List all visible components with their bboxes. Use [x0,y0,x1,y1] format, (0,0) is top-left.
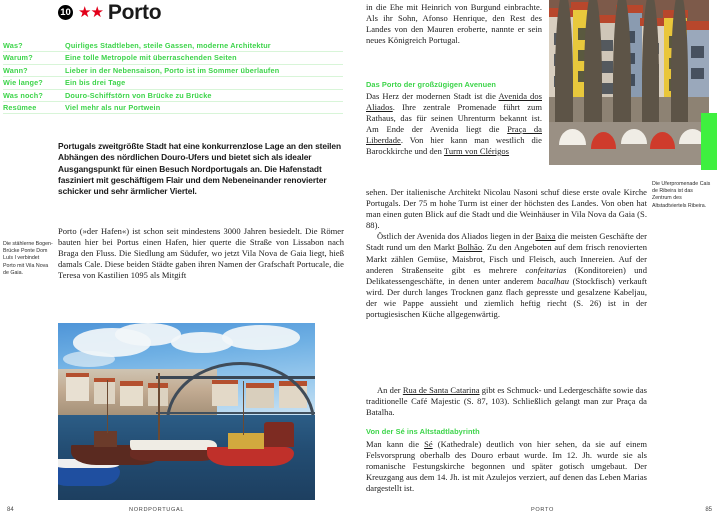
quick-facts-table [3,40,343,114]
text-run: . Zu den Angeboten auf dem frisch renovierten Markt zählen Gemüse, Maisbrot, Fisch und Fleisch, auch Innereien. Auf der anderen Straßenseite gibt es mehrere [366,242,648,275]
window [600,40,613,52]
arch [613,0,631,122]
window [691,68,704,80]
chapter-color-tab [701,113,717,170]
place-link-se[interactable]: Sé [424,438,433,449]
chapter-number-badge: 10 [58,5,73,20]
window [691,46,704,58]
photo-caption-bridge: Die stählerne Bogen-Brücke Ponte Dom Luís I verbindet Porto mit Vila Nova de Gaia. [3,241,53,276]
arch [555,0,573,122]
text-run: gibt es Schmuck- und Ledergeschäfte sowie das traditionelle Café Majestic (S. 87, 103). Schließlich gelangt man zur Praça da Batalha. [366,385,647,418]
table-row [3,101,343,113]
foreign-term-confeitarias: confeitarias [525,264,567,275]
table-row [3,64,343,76]
photo-ribeira-houses [549,0,709,165]
text-run: (Konditoreien) und Delikatessengeschäfte, in denen unter anderem [366,264,647,286]
text-run: . Von hier kann man westlich die Barockkirche und den [366,134,542,156]
paragraph-santa-catarina [366,385,647,418]
foreign-term-bacalhau: bacalhau [537,275,570,286]
text-run: (Stockfisch) verkauft wird. Der durch langes Trocknen ganz flach gepresste und gesalzene Kabeljau, der wie Pappe aussieht und ziemlich heftig riecht (S. 26) ist in der portugiesischen Küche allgegenwärtig. [366,275,647,320]
arch [642,0,660,122]
boat-cargo [228,433,264,449]
boat-mast [243,381,244,434]
section-avenues-part1 [366,80,542,157]
fact-answer: Eine tolle Metropole mit überraschenden Seiten [65,52,343,64]
rating-stars-icon: ★★ [78,4,103,21]
page-number-right: 85 [705,507,712,513]
section-heading-se: Von der Sé ins Altstadtlabyrinth [366,427,480,437]
fact-question: Was noch? [3,89,65,101]
fact-question: Resümee [3,101,65,113]
fact-answer: Ein bis drei Tage [65,77,343,89]
text-run: . Ihre zentrale Promenade führt zum Rathaus, das für seinen Uhrenturm bekannt ist. Am Ende der Avenida liegt die [366,101,542,134]
building [94,381,115,404]
page-number-left: 84 [7,507,14,513]
roof [120,381,143,385]
continuation-paragraph: in die Ehe mit Heinrich von Burgund einbrachte. Als ihr Sohn, Afonso Henrique, den Rest des Landes von den Mauren eroberte, nannte er sein neues Königreich Portugal. [366,2,542,46]
photo-rabelo-boats-douro [58,323,315,500]
arch [671,0,689,122]
fact-answer: Quirliges Stadtleben, steile Gassen, moderne Architektur [65,40,343,52]
boat-cargo [94,431,117,447]
fact-answer: Douro-Schiffstörn von Brücke zu Brücke [65,89,343,101]
table-row [3,89,343,101]
page-title: Porto [107,1,162,24]
roof [66,373,89,377]
text-run: An der [377,385,403,395]
footer-region-label: NORDPORTUGAL [129,507,185,513]
section-body-se [366,439,647,494]
text-run: sehen. Der italienische Architekt Nicolau Nasoni schuf diese erste ovale Kirche Portugals. Der 75 m hohe Turm ist einer der höchsten des Landes. Von oben hat man einen guten Blick auf die Stadt und die Weinhäuser in Vila Nova da Gaia (S. 88). [366,187,647,231]
window [600,83,613,95]
boat-cabin [264,422,295,447]
boat-hull [130,450,217,461]
fact-answer: Lieber in der Nebensaison, Porto ist im Sommer überlaufen [65,64,343,76]
history-paragraph: Porto (»der Hafen«) ist schon seit mindestens 3000 Jahren besiedelt. Die Römer bauten hier bei Portus einen Hafen, hier querte die Straße von Lissabon nach Braga den Fluss. Die Siedlung am Südufer, wo jetzt Vila Nova de Gaia liegt, hieß damals Cale. Diese beiden Städte gaben ihren Namen der Grafschaft Portucale, die Teresa von Kastilien 1095 als Mitgift [58,226,344,281]
text-run: Östlich der Avenida dos Aliados liegen in der [377,231,536,242]
fact-question: Wie lange? [3,77,65,89]
text-run: die meisten Geschäfte der Stadt rund um den Markt [366,231,647,253]
bridge-lower-deck [156,412,315,415]
place-link-turm-von-clerigos[interactable]: Turm von Clérigos [443,145,510,156]
place-link-bolhao[interactable]: Bolhão [457,242,483,253]
table-row [3,40,343,52]
arch [584,0,602,122]
section-heading-avenues: Das Porto der großzügigen Avenuen [366,80,497,89]
fact-question: Warum? [3,52,65,64]
place-link-avenida-dos-aliados[interactable]: Avenida dos Aliados [366,90,542,112]
text-run: (Kathedrale) deutlich von hier sehen, da sie auf einem Felsvorsprung oberhalb des Douro erbaut wurde. Im 12. Jh. wurde sie als romanische Festungskirche begonnen und später gotisch umgebaut. Der Kreuzgang aus dem 14. Jh. ist mit Azulejos verziert, auf denen das Leben Marias dargestellt ist. [366,438,647,494]
chapter-header [58,2,161,23]
place-link-rua-de-santa-catarina[interactable]: Rua de Santa Catarina [402,385,480,395]
cloud [222,325,299,350]
text-run: Das Herz der modernen Stadt ist die [366,90,499,101]
section-santa-catarina-and-se [366,385,647,494]
boat-mast [158,373,159,440]
boat-mast [107,380,108,433]
roof [685,21,709,29]
boat [207,447,294,466]
window [600,61,613,73]
building [66,376,89,401]
fact-answer: Viel mehr als nur Portwein [65,101,343,113]
fact-question: Wann? [3,64,65,76]
table-row [3,52,343,64]
page-footer [0,507,720,519]
section-avenues-part1-cont [366,187,647,320]
text-run: Man kann die [366,438,425,449]
footer-city-label: PORTO [531,507,555,513]
left-page [0,0,352,527]
cloud [63,351,114,367]
place-link-baixa[interactable]: Baixa [535,231,556,242]
fact-question: Was? [3,40,65,52]
table-row [3,77,343,89]
building [120,385,143,406]
roof [94,378,115,382]
paragraph-baixa [366,231,647,320]
intro-paragraph: Portugals zweitgrößte Stadt hat eine konkurrenzlose Lage an den steilen Abhängen des nördlichen Douro-Ufers und bietet sich als idealer Ausgangspunkt für einen Besuch Nordportugals an. Die Hafenstadt fasziniert mit geschäftigem Flair und dem Nebeneinander renovierter schicker und sehr ärmlicher Viertel. [58,141,342,197]
photo-caption-ribeira: Die Uferpromenade Cais de Ribeira ist das Zentrum des Altstadtviertels Ribeira. [652,181,711,209]
section-body [366,91,542,158]
bridge-upper-deck [156,376,315,379]
place-link-praca-da-liberdade[interactable]: Praça da Liberdade [366,123,542,145]
